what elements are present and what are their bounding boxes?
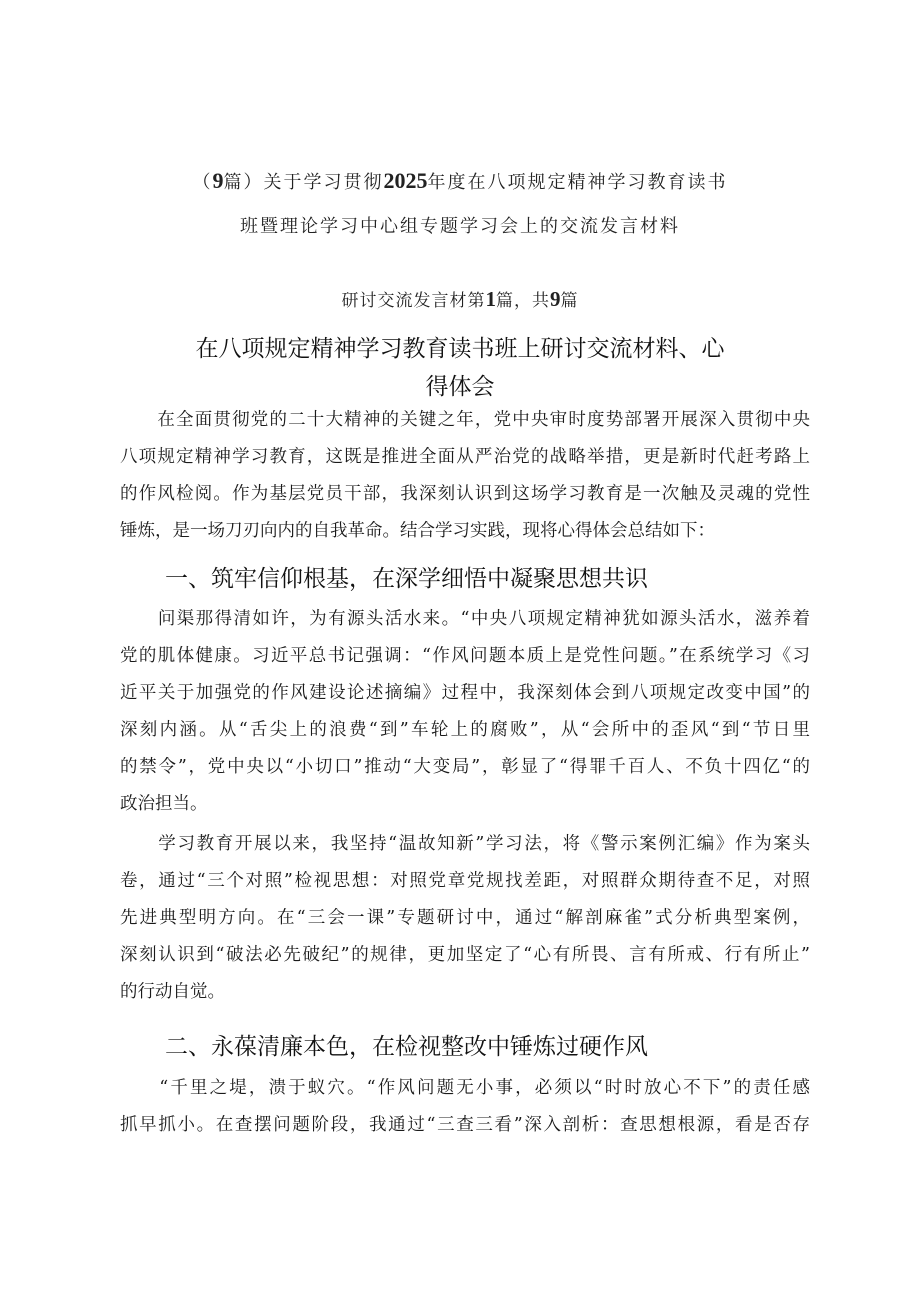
paragraph-line: “千里之堤，溃于蚁穴。“作风问题无小事，必须以“时时放心不下”的责任感 (120, 1078, 810, 1098)
section2-paragraph-1 (120, 1070, 810, 1144)
article-heading-line-2: 得体会 (425, 374, 495, 400)
document-title-line-2: 班暨理论学习中心组专题学习会上的交流发言材料 (240, 216, 680, 237)
paragraph-line: 在全面贯彻党的二十大精神的关键之年，党中央审时度势部署开展深入贯彻中央 (120, 410, 810, 430)
paragraph-line: 抓早抓小。在查摆问题阶段，我通过“三查三看”深入剖析：查思想根源，看是否存 (120, 1115, 810, 1135)
counter-total: 9 (550, 287, 561, 311)
counter-current: 1 (485, 287, 496, 311)
intro-paragraph (120, 402, 810, 550)
title-paren: （ (192, 172, 213, 193)
title-text-b: 年度在八项规定精神学习教育读书 (427, 172, 728, 193)
paragraph-line: 的作风检阅。作为基层党员干部，我深刻认识到这场学习教育是一次触及灵魂的党性 (120, 484, 810, 504)
section-heading-2: 二、永葆清廉本色，在检视整改中锤炼过硬作风 (165, 1034, 648, 1060)
title-text-a: 篇）关于学习贯彻 (223, 172, 384, 193)
section1-paragraph-1 (120, 601, 810, 823)
section1-paragraph-2 (120, 826, 810, 1011)
paragraph-line: 近平关于加强党的作风建设论述摘编》过程中，我深刻体会到八项规定改变中国”的 (120, 683, 810, 703)
title-article-count: 9 (212, 168, 224, 193)
article-heading-line-1: 在八项规定精神学习教育读书班上研讨交流材料、心 (195, 336, 725, 362)
paragraph-line: 先进典型明方向。在“三会一课”专题研讨中，通过“解剖麻雀”式分析典型案例， (120, 908, 810, 928)
paragraph-line: 问渠那得清如许，为有源头活水来。“中央八项规定精神犹如源头活水，滋养着 (120, 609, 810, 629)
paragraph-line: 深刻认识到“破法必先破纪”的规律，更加坚定了“心有所畏、言有所戒、行有所止” (120, 945, 810, 965)
counter-suffix: 篇 (560, 291, 579, 311)
paragraph-line: 锤炼，是一场刀刃向内的自我革命。结合学习实践，现将心得体会总结如下： (120, 521, 715, 541)
paragraph-line: 卷，通过“三个对照”检视思想：对照党章党规找差距，对照群众期待查不足，对照 (120, 871, 810, 891)
counter-prefix: 研讨交流发言材第 (341, 291, 486, 311)
title-year: 2025 (383, 168, 428, 193)
paragraph-line: 的行动自觉。 (120, 982, 225, 1002)
paragraph-line: 的禁令”，党中央以“小切口”推动“大变局”，彰显了“得罪千百人、不负十四亿“的 (120, 757, 810, 777)
document-title-line-1 (0, 168, 920, 194)
paragraph-line: 政治担当。 (120, 794, 208, 814)
article-counter (0, 286, 920, 312)
section-heading-1: 一、筑牢信仰根基，在深学细悟中凝聚思想共识 (165, 566, 648, 592)
paragraph-line: 深刻内涵。从“舌尖上的浪费“到”车轮上的腐败”，从“会所中的歪风“到“节日里 (120, 720, 810, 740)
paragraph-line: 党的肌体健康。习近平总书记强调：“作风问题本质上是党性问题。”在系统学习《习 (120, 646, 810, 666)
paragraph-line: 八项规定精神学习教育，这既是推进全面从严治党的战略举措，更是新时代赶考路上 (120, 447, 810, 467)
paragraph-line: 学习教育开展以来，我坚持“温故知新”学习法，将《警示案例汇编》作为案头 (120, 834, 810, 854)
counter-middle: 篇，共 (496, 291, 550, 311)
